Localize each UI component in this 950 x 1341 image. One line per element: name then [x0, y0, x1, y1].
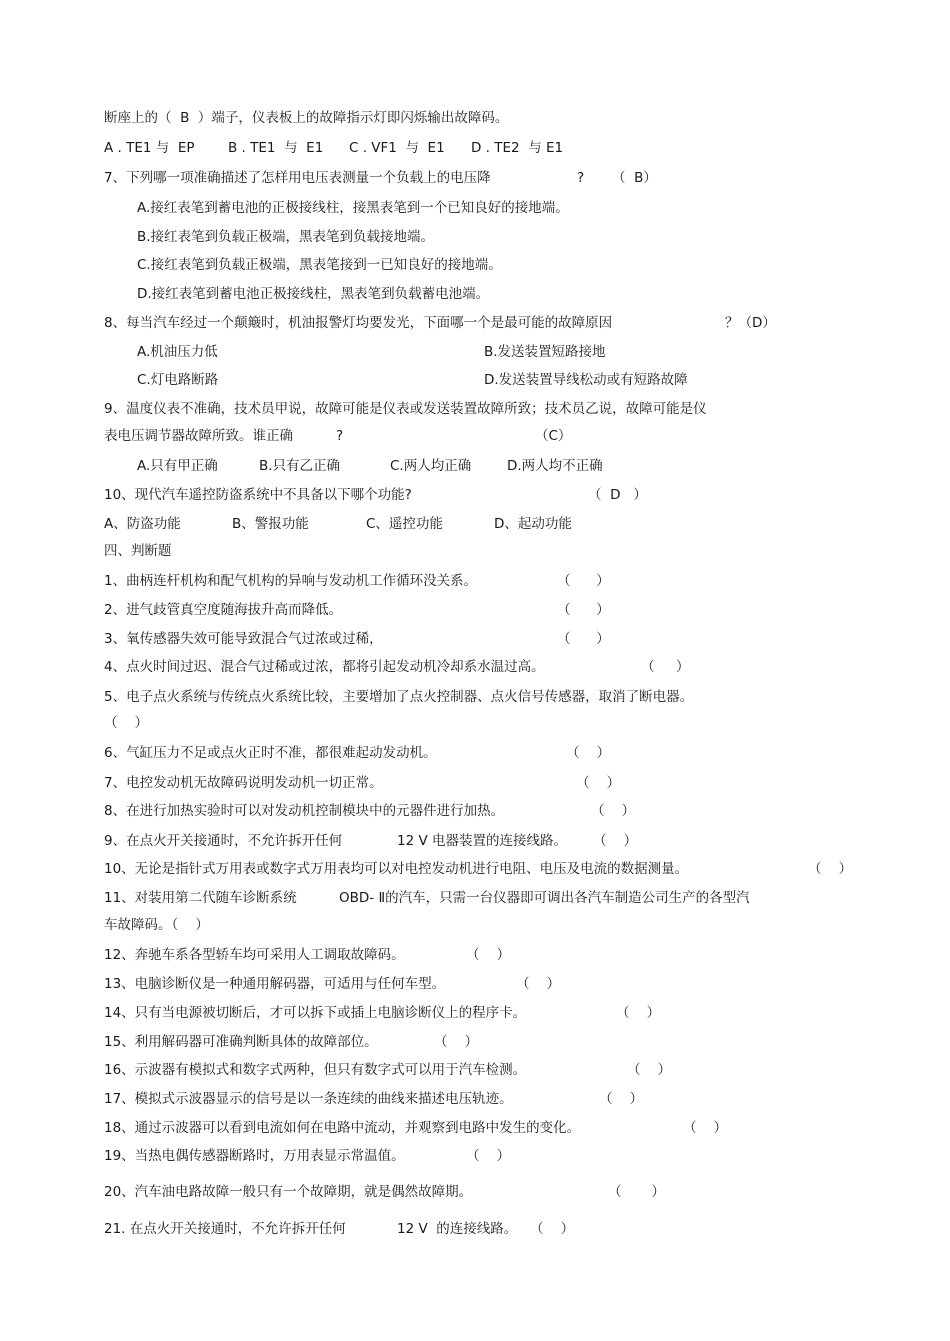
tf-item-1: 1、曲柄连杆机构和配气机构的异响与发动机工作循环没关系。: [104, 573, 478, 589]
tf-item-3: 3、氧传感器失效可能导致混合气过浓或过稀，: [104, 631, 383, 647]
q10-option-d: D、起动功能: [494, 516, 572, 532]
tf-item-9: 9、在点火开关接通时，不允许拆开任何: [104, 833, 343, 849]
q7-stem: 7、下列哪一项准确描述了怎样用电压表测量一个负载上的电压降: [104, 170, 491, 186]
q7-answer: （ B）: [612, 170, 657, 186]
q9-line2: 表电压调节器故障所致。谁正确: [104, 428, 293, 444]
tf-item-7: 7、电控发动机无故障码说明发动机一切正常。: [104, 775, 383, 791]
q9-option-c: C.两人均正确: [390, 458, 472, 474]
q8-stem: 8、每当汽车经过一个颠簸时，机油报警灯均要发光，下面哪一个是最可能的故障原因: [104, 315, 613, 331]
q10-answer: （ D ）: [588, 487, 647, 503]
q8-answer: ？（D）: [725, 315, 776, 331]
tf-item-13: 13、电脑诊断仪是一种通用解码器，可适用与任何车型。: [104, 976, 446, 992]
prev-question-line: 断座上的（ B ）端子，仪表板上的故障指示灯即闪烁输出故障码。: [104, 110, 509, 126]
tf-blank-10: （ ）: [808, 861, 853, 877]
tf-item-8: 8、在进行加热实验时可以对发动机控制模块中的元器件进行加热。: [104, 803, 505, 819]
tf-item-15: 15、利用解码器可准确判断具体的故障部位。: [104, 1034, 378, 1050]
tf-blank-14: （ ）: [616, 1005, 661, 1021]
tf-item-20: 20、汽车油电路故障一般只有一个故障期，就是偶然故障期。: [104, 1184, 473, 1200]
tf-blank-13: （ ）: [516, 976, 561, 992]
tf-blank-8: （ ）: [591, 803, 636, 819]
q9-qmark: ?: [336, 428, 344, 444]
q7-option-b: B.接红表笔到负载正极端，黑表笔到负载接地端。: [137, 229, 435, 245]
tf-item-9-cont: 12 V 电器装置的连接线路。: [397, 833, 567, 849]
tf-blank-4: （ ）: [641, 659, 690, 675]
prev-option-d: D . TE2 与 E1: [471, 140, 564, 156]
tf-item-11-cont: OBD- Ⅱ的汽车，只需一台仪器即可调出各汽车制造公司生产的各型汽: [339, 890, 750, 906]
tf-blank-20: （ ）: [608, 1184, 666, 1200]
q9-answer: （C）: [535, 428, 572, 444]
q8-option-b: B.发送装置短路接地: [484, 344, 606, 360]
q9-option-d: D.两人均不正确: [507, 458, 603, 474]
tf-blank-17: （ ）: [599, 1091, 644, 1107]
tf-item-14: 14、只有当电源被切断后，才可以拆下或插上电脑诊断仪上的程序卡。: [104, 1005, 527, 1021]
tf-item-10: 10、无论是指针式万用表或数字式万用表均可以对电控发动机进行电阻、电压及电流的数据测量。: [104, 861, 689, 877]
q7-qmark: ?: [577, 170, 585, 186]
tf-item-5: 5、电子点火系统与传统点火系统比较，主要增加了点火控制器、点火信号传感器，取消了断电器。: [104, 689, 694, 705]
q10-stem: 10、现代汽车遥控防盗系统中不具备以下哪个功能?: [104, 487, 412, 503]
q10-option-a: A、防盗功能: [104, 516, 181, 532]
tf-blank-2: （ ）: [557, 602, 610, 618]
tf-item-12: 12、奔驰车系各型轿车均可采用人工调取故障码。: [104, 947, 405, 963]
tf-item-4: 4、点火时间过迟、混合气过稀或过浓，都将引起发动机冷却系水温过高。: [104, 659, 545, 675]
tf-blank-5: （ ）: [104, 715, 149, 731]
tf-item-18: 18、通过示波器可以看到电流如何在电路中流动，并观察到电路中发生的变化。: [104, 1120, 581, 1136]
prev-option-c: C . VF1 与 E1: [349, 140, 445, 156]
tf-blank-6: （ ）: [566, 745, 611, 761]
q7-option-c: C.接红表笔到负载正极端，黑表笔接到一已知良好的接地端。: [137, 257, 502, 273]
prev-option-a: A . TE1 与 EP: [104, 140, 195, 156]
q8-option-c: C.灯电路断路: [137, 372, 219, 388]
tf-item-11-line2: 车故障码。（ ）: [104, 917, 209, 933]
q8-option-a: A.机油压力低: [137, 344, 218, 360]
tf-item-21-cont: 12 V 的连接线路。: [397, 1221, 518, 1237]
tf-blank-16: （ ）: [627, 1062, 672, 1078]
q7-option-d: D.接红表笔到蓄电池正极接线柱，黑表笔到负载蓄电池端。: [137, 286, 490, 302]
tf-blank-9: （ ）: [593, 833, 638, 849]
tf-item-21: 21. 在点火开关接通时，不允许拆开任何: [104, 1221, 346, 1237]
tf-blank-18: （ ）: [683, 1120, 728, 1136]
tf-item-16: 16、示波器有模拟式和数字式两种，但只有数字式可以用于汽车检测。: [104, 1062, 527, 1078]
tf-item-19: 19、当热电偶传感器断路时，万用表显示常温值。: [104, 1148, 405, 1164]
prev-option-b: B . TE1 与 E1: [228, 140, 324, 156]
tf-item-6: 6、气缸压力不足或点火正时不准，都很难起动发动机。: [104, 745, 437, 761]
q9-line1: 9、温度仪表不准确，技术员甲说，故障可能是仪表或发送装置故障所致；技术员乙说，故障可能是仪: [104, 401, 707, 417]
tf-blank-1: （ ）: [557, 573, 610, 589]
q8-option-d: D.发送装置导线松动或有短路故障: [484, 372, 688, 388]
tf-blank-12: （ ）: [466, 947, 511, 963]
q10-option-b: B、警报功能: [232, 516, 309, 532]
tf-blank-21: （ ）: [530, 1221, 575, 1237]
q9-option-a: A.只有甲正确: [137, 458, 218, 474]
tf-blank-7: （ ）: [576, 775, 621, 791]
q9-option-b: B.只有乙正确: [259, 458, 341, 474]
tf-item-2: 2、进气歧管真空度随海拔升高而降低。: [104, 602, 343, 618]
q10-option-c: C、遥控功能: [366, 516, 443, 532]
q7-option-a: A.接红表笔到蓄电池的正极接线柱，接黑表笔到一个已知良好的接地端。: [137, 200, 569, 216]
tf-blank-3: （ ）: [557, 631, 610, 647]
section-title: 四、判断题: [104, 543, 172, 559]
tf-item-17: 17、模拟式示波器显示的信号是以一条连续的曲线来描述电压轨迹。: [104, 1091, 513, 1107]
tf-item-11: 11、对装用第二代随车诊断系统: [104, 890, 297, 906]
tf-blank-19: （ ）: [466, 1148, 511, 1164]
tf-blank-15: （ ）: [434, 1034, 479, 1050]
